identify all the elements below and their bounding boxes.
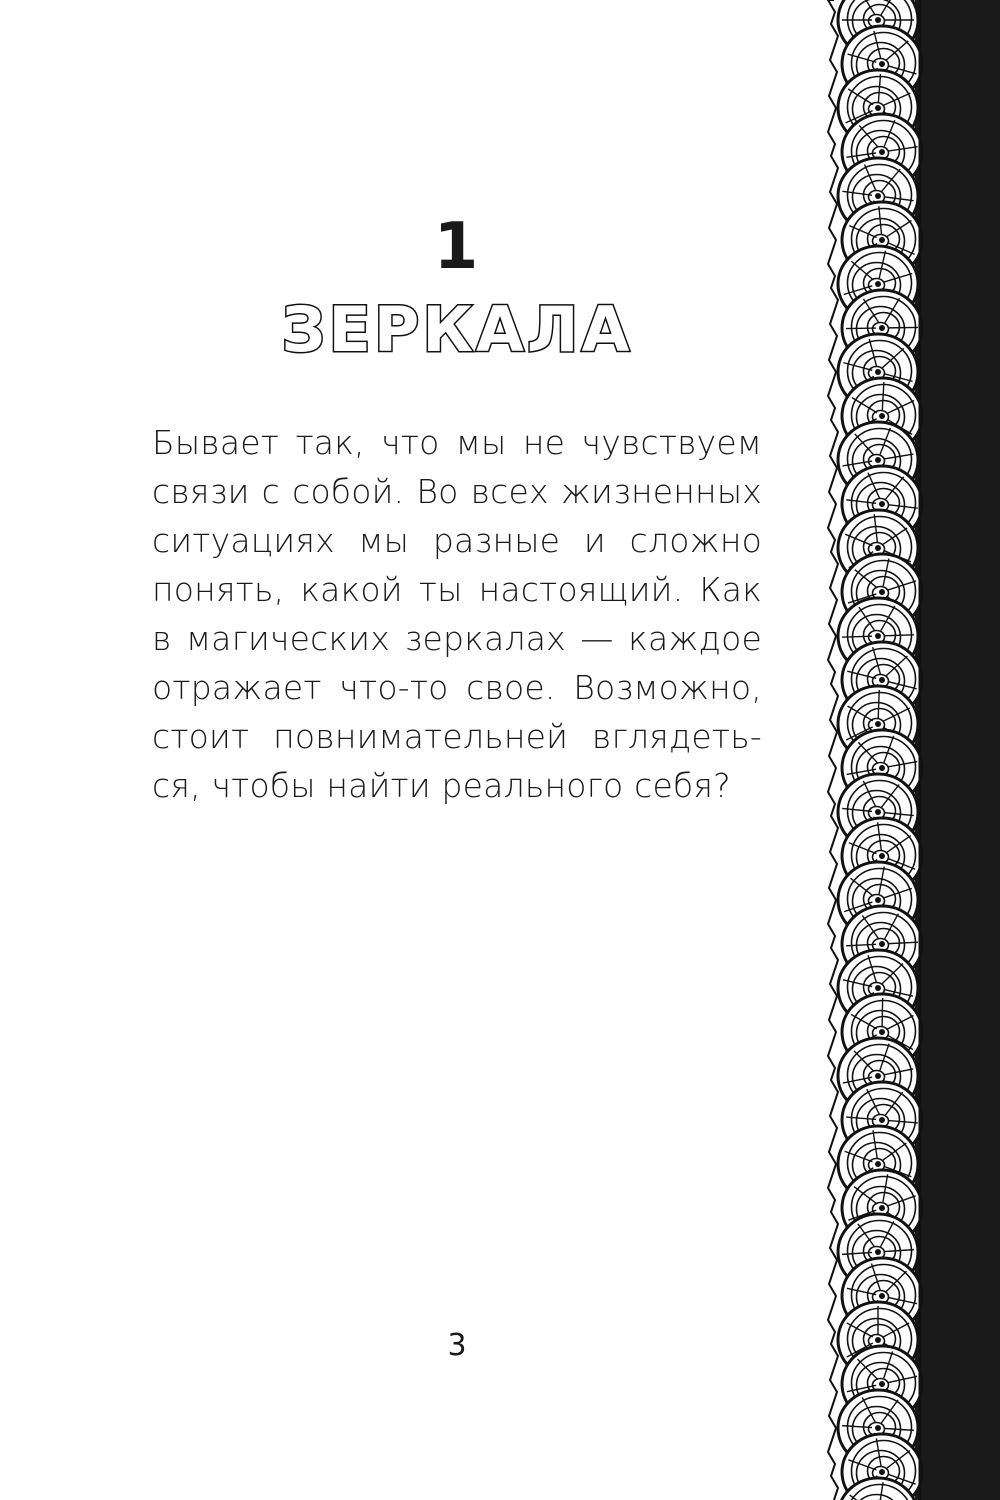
body-line: связи с собой. Во всех жизненных [152,472,762,511]
wood-log-rings-border-icon [820,0,1000,1500]
chapter-body-paragraph [152,418,762,810]
body-line: Бывает так, что мы не чувствуем [152,423,762,462]
body-line: отражает что-то свое. Возможно, [152,668,762,707]
body-line: ситуациях мы разные и сложно [152,521,762,560]
chapter-title: ЗЕРКАЛА [281,293,633,366]
body-line: ся, чтобы найти реального себя? [152,766,731,805]
page-number: 3 [447,1328,467,1363]
body-line: стоит повнимательней вглядеть- [152,717,762,756]
body-line: в магических зеркалах — каждое [152,619,762,658]
chapter-number: 1 [433,210,481,284]
body-line: понять, какой ты настоящий. Как [152,570,762,609]
